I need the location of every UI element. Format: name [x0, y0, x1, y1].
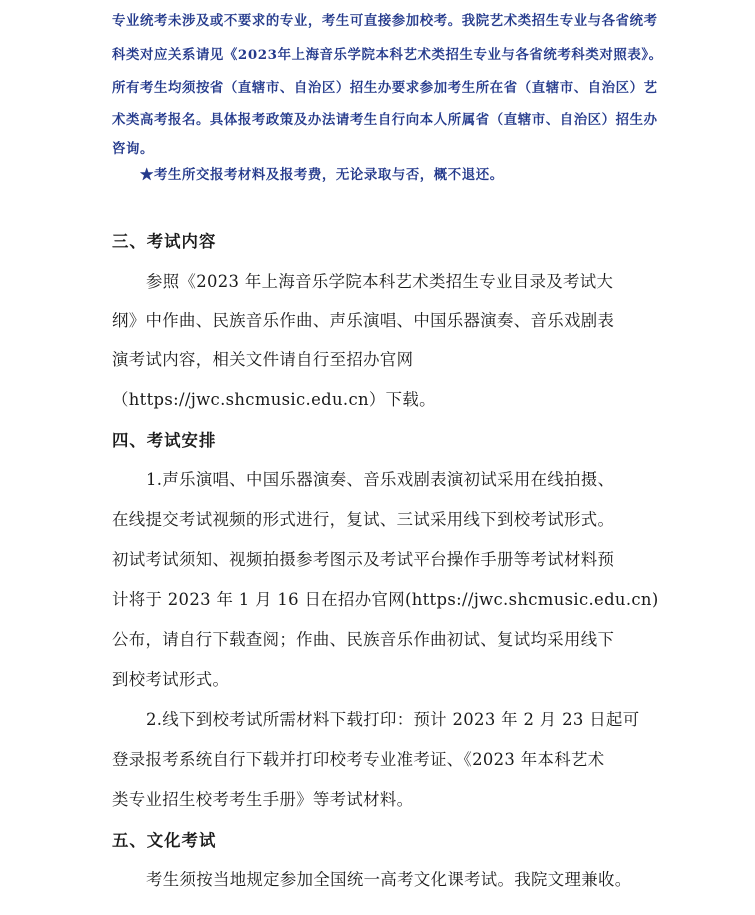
section4-heading: 四、考试安排 [112, 431, 217, 450]
section5-heading: 五、文化考试 [112, 831, 217, 850]
notice-line-5: 咨询。 [112, 141, 154, 157]
notice-line-3: 所有考生均须按省（直辖市、自治区）招生办要求参加考生所在省（直辖市、自治区）艺 [112, 80, 658, 96]
section3-line-4: （https://jwc.shcmusic.edu.cn）下载。 [112, 390, 436, 409]
section5-line-1: 考生须按当地规定参加全国统一高考文化课考试。我院文理兼收。 [146, 870, 632, 889]
section3-line-3: 演考试内容，相关文件请自行至招办官网 [112, 350, 414, 369]
section3-line-1: 参照《2023 年上海音乐学院本科艺术类招生专业目录及考试大 [146, 272, 614, 291]
section3-heading: 三、考试内容 [112, 232, 217, 251]
section4-item1-line-2: 在线提交考试视频的形式进行，复试、三试采用线下到校考试形式。 [112, 510, 615, 529]
notice-line-4: 术类高考报名。具体报考政策及办法请考生自行向本人所属省（直辖市、自治区）招生办 [112, 112, 658, 128]
notice-line-1: 专业统考未涉及或不要求的专业，考生可直接参加校考。我院艺术类招生专业与各省统考 [112, 13, 658, 29]
section4-item1-line-3: 初试考试须知、视频拍摄参考图示及考试平台操作手册等考试材料预 [112, 550, 615, 569]
section4-item1-line-4: 计将于 2023 年 1 月 16 日在招办官网(https://jwc.shcmusic.edu.cn) [112, 590, 659, 609]
section3-line-2: 纲》中作曲、民族音乐作曲、声乐演唱、中国乐器演奏、音乐戏剧表 [112, 311, 615, 330]
fee-note: ★考生所交报考材料及报考费，无论录取与否，概不退还。 [140, 167, 504, 183]
section4-item1-line-6: 到校考试形式。 [112, 670, 230, 689]
section4-item2-line-3: 类专业招生校考考生手册》等考试材料。 [112, 790, 414, 809]
section4-item2-line-1: 2.线下到校考试所需材料下载打印：预计 2023 年 2 月 23 日起可 [146, 710, 640, 729]
section4-item1-line-1: 1.声乐演唱、中国乐器演奏、音乐戏剧表演初试采用在线拍摄、 [146, 470, 615, 489]
section4-item2-line-2: 登录报考系统自行下载并打印校考专业准考证、《2023 年本科艺术 [112, 750, 605, 769]
section4-item1-line-5: 公布，请自行下载查阅；作曲、民族音乐作曲初试、复试均采用线下 [112, 630, 615, 649]
notice-line-2: 科类对应关系请见《2023年上海音乐学院本科艺术类招生专业与各省统考科类对照表》。 [112, 47, 663, 63]
